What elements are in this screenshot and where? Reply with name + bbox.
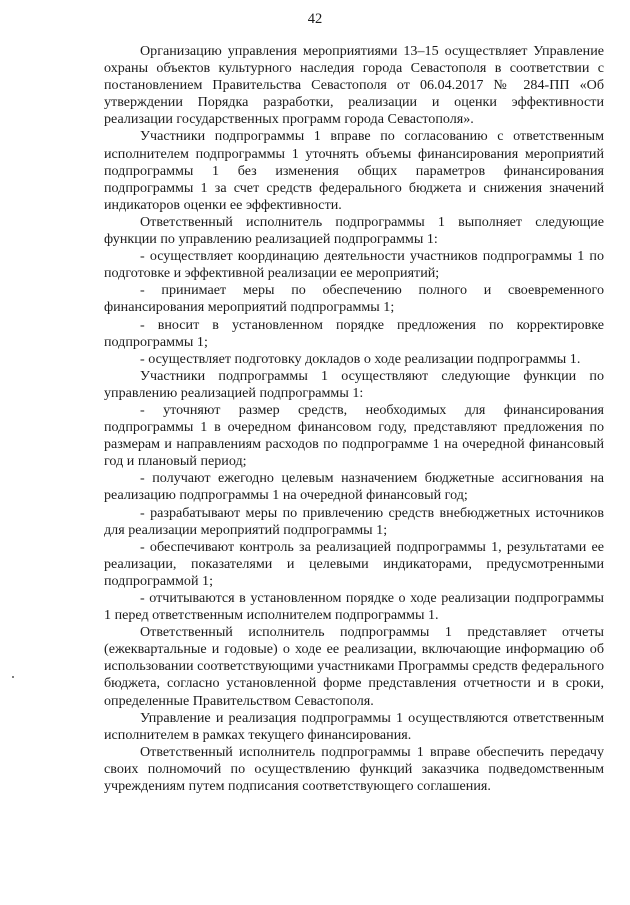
list-item: - отчитываются в установленном порядке о ходе реализации подпрограммы 1 перед ответственным исполнителем подпрограммы 1.	[104, 590, 604, 624]
paragraph-management-organization: Организацию управления мероприятиями 13–15 осуществляет Управление охраны объектов культурного наследия города Севастополя в соответствии с постановлением Правительства Севастополя от 06.04.2017 № 284-ПП «Об утверждении Порядка разработки, реализации и оценки эффективности реализации государственных программ города Севастополя».	[104, 43, 604, 128]
list-item: - осуществляет координацию деятельности участников подпрограммы 1 по подготовке и эффективной реализации ее мероприятий;	[104, 248, 604, 282]
list-item: - осуществляет подготовку докладов о ходе реализации подпрограммы 1.	[140, 350, 581, 367]
list-item: - обеспечивают контроль за реализацией подпрограммы 1, результатами ее реализации, показателями и целевыми индикаторами, предусмотренными подпрограммой 1;	[104, 538, 604, 589]
paragraph-executor-functions-intro: Ответственный исполнитель подпрограммы 1 выполняет следующие функции по управлению реализацией подпрограммы 1:	[104, 213, 604, 248]
list-item: - принимает меры по обеспечению полного и своевременного финансирования мероприятий подпрограммы 1;	[104, 282, 604, 316]
participant-functions-list	[104, 402, 604, 624]
list-item: - получают ежегодно целевым назначением бюджетные ассигнования на реализацию подпрограммы 1 на очередной финансовый год;	[104, 470, 604, 504]
executor-functions-list	[104, 248, 604, 368]
document-body	[104, 43, 604, 795]
paragraph-participants-functions-intro: Участники подпрограммы 1 осуществляют следующие функции по управлению реализацией подпрограммы 1:	[104, 367, 604, 401]
paragraph-participants-rights: Участники подпрограммы 1 вправе по согласованию с ответственным исполнителем подпрограммы 1 уточнять объемы финансирования мероприятий подпрограммы 1 без изменения общих параметров финансирования подпрограммы 1 за счет средств федерального бюджета и снижения значений индикаторов оценки ее эффективности.	[104, 128, 604, 213]
page-number: 42	[307, 11, 323, 27]
list-item: - вносит в установленном порядке предложения по корректировке подпрограммы 1;	[104, 316, 604, 350]
paragraph-reporting: Ответственный исполнитель подпрограммы 1 представляет отчеты (ежеквартальные и годовые) о ходе ее реализации, включающие информацию об использовании соответствующими участниками Программы средств федерального бюджета, согласно установленной форме представления отчетности и в сроки, определенные Правительством Севастополя.	[104, 624, 604, 709]
paragraph-financing: Управление и реализация подпрограммы 1 осуществляются ответственным исполнителем в рамках текущего финансирования.	[104, 709, 604, 743]
scan-speck	[12, 676, 14, 678]
list-item: - разрабатывают меры по привлечению средств внебюджетных источников для реализации мероприятий подпрограммы 1;	[104, 504, 604, 538]
list-item: - уточняют размер средств, необходимых для финансирования подпрограммы 1 в очередном финансовом году, представляют предложения по размерам и направлениям расходов по подпрограмме 1 на очередной финансовый год и плановый период;	[104, 401, 604, 470]
paragraph-delegation: Ответственный исполнитель подпрограммы 1 вправе обеспечить передачу своих полномочий по осуществлению функций заказчика подведомственным учреждениям путем подписания соответствующего соглашения.	[104, 743, 604, 795]
